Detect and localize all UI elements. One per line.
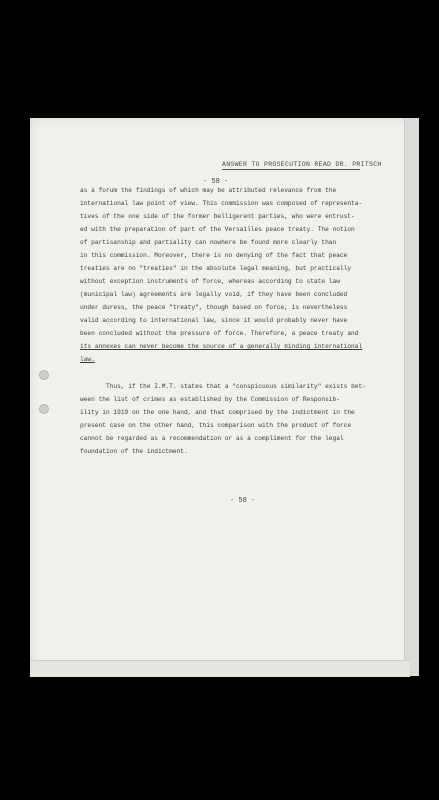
text-line: been concluded without the pressure of force. Therefore, a peace treaty and xyxy=(80,330,359,337)
text-line: ed with the preparation of part of the Versailles peace treaty. The notion xyxy=(80,226,355,233)
page-stack-bottom xyxy=(30,660,410,677)
text-line: as a forum the findings of which may be attributed relevance from the xyxy=(80,187,337,194)
text-line: valid according to international law, since it would probably never have xyxy=(80,317,348,324)
paragraph-2 xyxy=(80,380,398,458)
text-line: international law point of view. This commission was composed of representa- xyxy=(80,200,363,207)
text-line: treaties are no "treaties" in the absolute legal meaning, but practically xyxy=(80,265,352,272)
text-line: of partisanship and partiality can nowhere be found more clearly than xyxy=(80,239,337,246)
page-stack-edge xyxy=(404,118,419,676)
top-page-number: - 58 - xyxy=(203,178,229,186)
text-line: tives of the one side of the former belligerent parties, who were entrust- xyxy=(80,213,355,220)
text-line: (municipal law) agreements are legally void, if they have been concluded xyxy=(80,291,348,298)
document-body xyxy=(80,170,398,458)
text-line: cannot be regarded as a recommendation or as a compliment for the legal xyxy=(80,435,344,442)
text-line: ility in 1919 on the one hand, and that comprised by the indictment in the xyxy=(80,409,355,416)
text-line: present case on the other hand, this comparison with the product of force xyxy=(80,422,352,429)
text-line: in this commission. Moreover, there is no denying of the fact that peace xyxy=(80,252,348,259)
document-header: ANSWER TO PROSECUTION READ DR. PRITSCH xyxy=(222,161,382,168)
text-line: without exception instruments of force, whereas according to state law xyxy=(80,278,340,285)
paragraph-1 xyxy=(80,184,398,366)
binder-hole-top xyxy=(39,370,49,380)
text-line: law. xyxy=(80,356,95,363)
text-line: ween the list of crimes as established by the Commission of Responsib- xyxy=(80,396,340,403)
binder-hole-bottom xyxy=(39,404,49,414)
text-line: its annexes can never become the source of a generally binding international xyxy=(80,343,363,350)
text-line: foundation of the indictment. xyxy=(80,448,188,455)
text-line: Thus, if the I.M.T. states that a "conspicuous similarity" exists bet- xyxy=(106,383,366,390)
bottom-page-number: - 58 - xyxy=(230,497,256,505)
text-line: under duress, the peace "treaty", though based on force, is nevertheless xyxy=(80,304,348,311)
